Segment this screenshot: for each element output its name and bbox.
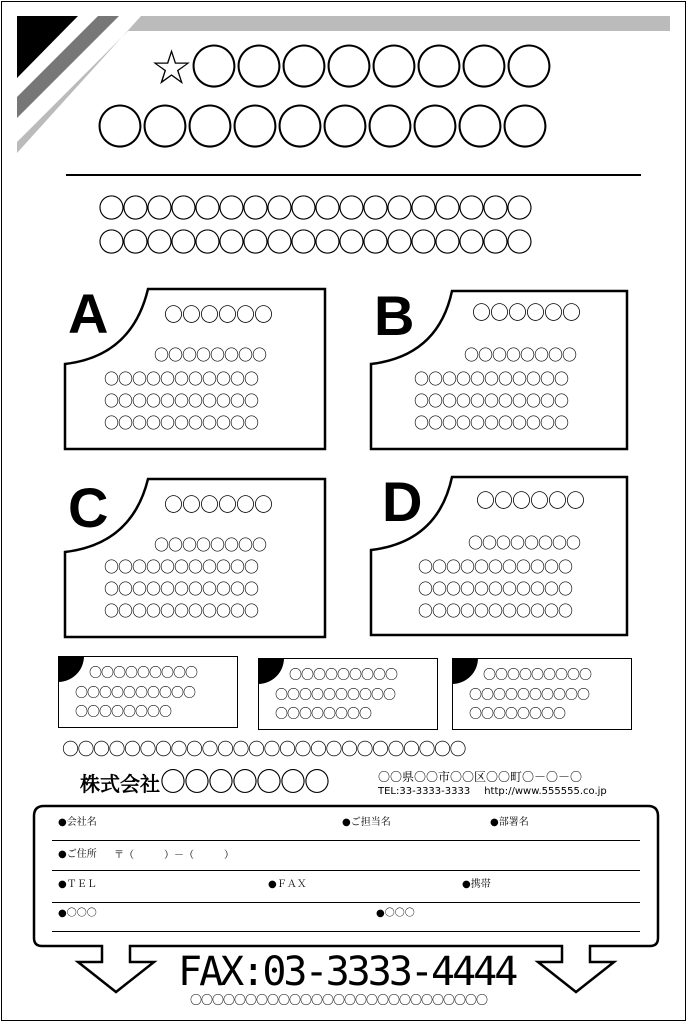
footer-note: 〇〇〇〇〇〇〇〇〇〇〇〇〇〇〇〇〇〇〇〇〇〇〇〇〇〇 bbox=[62, 740, 465, 760]
small-box-3 bbox=[452, 658, 632, 730]
small-box-line: 〇〇〇〇〇〇〇〇 bbox=[75, 705, 172, 720]
section-title: 〇〇〇〇〇〇 bbox=[164, 494, 273, 516]
section-line: 〇〇〇〇〇〇〇〇 bbox=[464, 346, 577, 364]
headline-line1: ☆〇〇〇〇〇〇〇〇 bbox=[150, 40, 551, 96]
other1-label: ●〇〇〇 bbox=[58, 908, 97, 919]
small-box-line: 〇〇〇〇〇〇〇〇〇 bbox=[89, 666, 198, 681]
small-box-1 bbox=[58, 656, 238, 728]
small-box-line: 〇〇〇〇〇〇〇〇〇〇 bbox=[275, 688, 396, 703]
subheadline-line1: 〇〇〇〇〇〇〇〇〇〇〇〇〇〇〇〇〇〇 bbox=[98, 194, 530, 225]
small-box-2 bbox=[258, 658, 438, 730]
section-line: 〇〇〇〇〇〇〇〇 bbox=[154, 346, 267, 364]
section-line: 〇〇〇〇〇〇〇〇〇〇〇 bbox=[104, 392, 259, 410]
section-d bbox=[368, 470, 630, 638]
address-label: ●ご住所 bbox=[58, 849, 97, 860]
company-prefix: 株式会社 bbox=[80, 772, 160, 796]
fax-note: 〇〇〇〇〇〇〇〇〇〇〇〇〇〇〇〇〇〇〇〇〇〇〇〇〇〇〇 bbox=[190, 993, 488, 1007]
section-title: 〇〇〇〇〇〇 bbox=[164, 304, 273, 326]
section-c bbox=[62, 476, 328, 640]
postal-field[interactable]: 〒（ ）－（ ） bbox=[114, 850, 234, 861]
company-contact bbox=[378, 786, 607, 797]
section-line: 〇〇〇〇〇〇〇〇 bbox=[154, 536, 267, 554]
section-line: 〇〇〇〇〇〇〇〇〇〇〇 bbox=[414, 414, 569, 432]
company-label: ●会社名 bbox=[58, 817, 97, 828]
company-tel: TEL:33-3333-3333 bbox=[378, 786, 471, 797]
section-line: 〇〇〇〇〇〇〇〇〇〇〇 bbox=[414, 392, 569, 410]
section-line: 〇〇〇〇〇〇〇〇〇〇〇 bbox=[418, 558, 573, 576]
small-box-line: 〇〇〇〇〇〇〇〇〇〇 bbox=[469, 688, 590, 703]
section-letter: D bbox=[382, 470, 423, 533]
section-line: 〇〇〇〇〇〇〇〇〇〇〇 bbox=[418, 602, 573, 620]
tel-label: ●ＴＥＬ bbox=[58, 879, 97, 890]
small-box-line: 〇〇〇〇〇〇〇〇〇 bbox=[483, 668, 592, 683]
section-line: 〇〇〇〇〇〇〇〇〇〇〇 bbox=[104, 370, 259, 388]
subheadline-line2: 〇〇〇〇〇〇〇〇〇〇〇〇〇〇〇〇〇〇 bbox=[98, 228, 530, 259]
other2-label: ●〇〇〇 bbox=[376, 908, 415, 919]
section-line: 〇〇〇〇〇〇〇〇〇〇〇 bbox=[104, 602, 259, 620]
fax-number: FAX:03-3333-4444 bbox=[178, 949, 516, 995]
fax-label: ●ＦＡＸ bbox=[268, 879, 307, 890]
section-title: 〇〇〇〇〇〇 bbox=[476, 490, 585, 512]
section-title: 〇〇〇〇〇〇 bbox=[472, 302, 581, 324]
corner-mark bbox=[258, 658, 284, 684]
section-letter: A bbox=[68, 282, 109, 345]
small-box-line: 〇〇〇〇〇〇〇〇 bbox=[275, 707, 372, 722]
section-line: 〇〇〇〇〇〇〇〇〇〇〇 bbox=[104, 558, 259, 576]
section-line: 〇〇〇〇〇〇〇〇〇〇〇 bbox=[414, 370, 569, 388]
form-rule bbox=[52, 902, 640, 903]
small-box-line: 〇〇〇〇〇〇〇〇〇 bbox=[289, 668, 398, 683]
section-letter: B bbox=[374, 284, 415, 347]
headline-divider bbox=[66, 174, 641, 176]
section-line: 〇〇〇〇〇〇〇〇〇〇〇 bbox=[418, 580, 573, 598]
section-b bbox=[368, 284, 630, 452]
small-box-line: 〇〇〇〇〇〇〇〇 bbox=[469, 707, 566, 722]
company-name-text: 〇〇〇〇〇〇〇 bbox=[160, 768, 329, 798]
dept-label: ●部署名 bbox=[490, 817, 529, 828]
section-line: 〇〇〇〇〇〇〇〇 bbox=[468, 534, 581, 552]
contact-label: ●ご担当名 bbox=[342, 817, 391, 828]
headline-line2: 〇〇〇〇〇〇〇〇〇〇 bbox=[96, 100, 547, 156]
form-rule bbox=[52, 931, 640, 932]
section-line: 〇〇〇〇〇〇〇〇〇〇〇 bbox=[104, 414, 259, 432]
mobile-label: ●携帯 bbox=[462, 879, 491, 890]
section-line: 〇〇〇〇〇〇〇〇〇〇〇 bbox=[104, 580, 259, 598]
section-letter: C bbox=[68, 476, 109, 539]
form-rule bbox=[52, 840, 640, 841]
company-name bbox=[80, 770, 328, 796]
company-url[interactable]: http://www.555555.co.jp bbox=[484, 786, 607, 797]
company-address: 〇〇県〇〇市〇〇区〇〇町〇－〇－〇 bbox=[378, 770, 583, 784]
section-a bbox=[62, 282, 328, 452]
corner-mark bbox=[58, 656, 84, 682]
form-rule bbox=[52, 870, 640, 871]
small-box-line: 〇〇〇〇〇〇〇〇〇〇 bbox=[75, 686, 196, 701]
corner-mark bbox=[452, 658, 478, 684]
